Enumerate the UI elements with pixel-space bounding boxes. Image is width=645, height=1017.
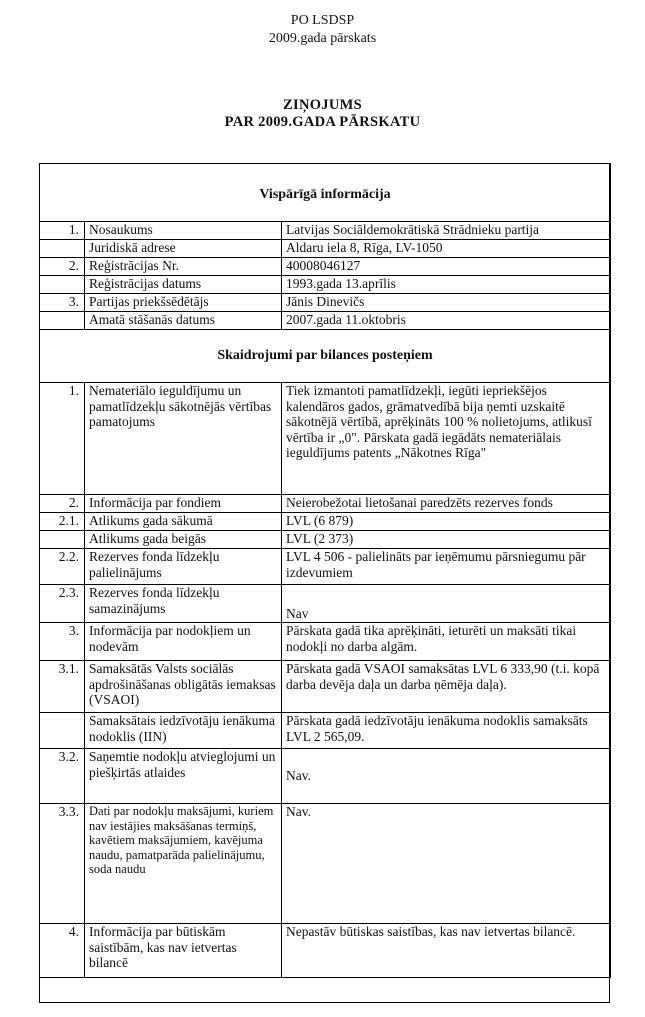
row-label: Partijas priekšsēdētājs	[85, 294, 282, 312]
row-value: 2007.gada 11.oktobris	[282, 312, 611, 330]
table-row	[40, 623, 611, 661]
row-number: 3.3.	[40, 804, 85, 924]
row-label: Juridiskā adrese	[85, 240, 282, 258]
row-value: Aldaru iela 8, Rīga, LV-1050	[282, 240, 611, 258]
row-label: Informācija par būtiskām saistībām, kas nav ietvertas bilancē	[85, 924, 282, 978]
row-number	[40, 276, 85, 294]
row-number: 3.2.	[40, 749, 85, 804]
row-number: 2.2.	[40, 549, 85, 585]
row-value: 1993.gada 13.aprīlis	[282, 276, 611, 294]
table-row	[40, 549, 611, 585]
table-row	[40, 258, 611, 276]
row-number: 1.	[40, 222, 85, 240]
row-value: LVL 4 506 - palielināts par ieņēmumu pārsniegumu pār izdevumiem	[282, 549, 611, 585]
row-label: Rezerves fonda līdzekļu palielinājums	[85, 549, 282, 585]
row-label: Informācija par nodokļiem un nodevām	[85, 623, 282, 661]
row-number: 2.3.	[40, 585, 85, 623]
row-number: 2.1.	[40, 513, 85, 531]
table-row	[40, 495, 611, 513]
row-value: LVL (6 879)	[282, 513, 611, 531]
row-number: 3.	[40, 294, 85, 312]
row-value: Nav.	[282, 749, 611, 804]
table-row	[40, 749, 611, 804]
table-row	[40, 661, 611, 713]
row-value: Neierobežotai lietošanai paredzēts rezerves fonds	[282, 495, 611, 513]
row-label: Reģistrācijas datums	[85, 276, 282, 294]
row-value: Nepastāv būtiskas saistības, kas nav ietvertas bilancē.	[282, 924, 611, 978]
balance-items-heading: Skaidrojumi par bilances posteņiem	[40, 330, 611, 383]
header-line-2: 2009.gada pārskats	[268, 31, 377, 46]
table-row	[40, 585, 611, 623]
row-label: Dati par nodokļu maksājumi, kuriem nav iestājies maksāšanas termiņš, kavētiem maksājumiem, kavējuma naudu, pamatparāda palielinājumu, soda naudu	[85, 804, 282, 924]
report-subtitle: PAR 2009.GADA PĀRSKATU	[224, 114, 421, 130]
row-label: Samaksātais iedzīvotāju ienākuma nodoklis (IIN)	[85, 713, 282, 749]
row-value: Tiek izmantoti pamatlīdzekļi, iegūti iepriekšējos kalendāros gados, grāmatvedībā bija ņemti uzskaitē sākotnējā vērtībā, aprēķināts 100 % nolietojums, atlikusī vērtība ir „0". Pārskata gadā iegādāts nemateriālais ieguldījums patents „Nākotnes Rīga"	[282, 383, 611, 495]
row-value: Latvijas Sociāldemokrātiskā Strādnieku partija	[282, 222, 611, 240]
row-number	[40, 312, 85, 330]
row-number: 3.	[40, 623, 85, 661]
table-row	[40, 531, 611, 549]
report-title: ZIŅOJUMS	[283, 97, 362, 113]
row-label: Reģistrācijas Nr.	[85, 258, 282, 276]
row-number	[40, 713, 85, 749]
row-label: Nemateriālo ieguldījumu un pamatlīdzekļu sākotnējās vērtības pamatojums	[85, 383, 282, 495]
row-number	[40, 240, 85, 258]
row-number: 4.	[40, 924, 85, 978]
header-line-1: PO LSDSP	[290, 13, 355, 28]
table-row	[40, 276, 611, 294]
row-number: 1.	[40, 383, 85, 495]
row-number: 2.	[40, 258, 85, 276]
table-row	[40, 513, 611, 531]
row-label: Atlikums gada sākumā	[85, 513, 282, 531]
row-value: Nav.	[282, 804, 611, 924]
row-label: Samaksātās Valsts sociālās apdrošināšanas obligātās iemaksas (VSAOI)	[85, 661, 282, 713]
row-value: 40008046127	[282, 258, 611, 276]
row-label: Saņemtie nodokļu atvieglojumi un piešķirtās atlaides	[85, 749, 282, 804]
row-label: Rezerves fonda līdzekļu samazinājums	[85, 585, 282, 623]
row-label: Atlikums gada beigās	[85, 531, 282, 549]
table-row	[40, 222, 611, 240]
table-row	[40, 383, 611, 495]
row-value: Pārskata gadā tika aprēķināti, ieturēti un maksāti tikai nodokļi no darba algām.	[282, 623, 611, 661]
row-number: 3.1.	[40, 661, 85, 713]
table-row	[40, 804, 611, 924]
table-row	[40, 312, 611, 330]
table-row	[40, 294, 611, 312]
general-info-heading: Vispārīgā informācija	[40, 164, 611, 222]
row-number	[40, 531, 85, 549]
table-row	[40, 713, 611, 749]
row-label: Amatā stāšanās datums	[85, 312, 282, 330]
row-value: Nav	[282, 585, 611, 623]
table-row	[40, 240, 611, 258]
general-info-table	[39, 163, 611, 978]
table-row	[40, 924, 611, 978]
row-value: LVL (2 373)	[282, 531, 611, 549]
row-value: Pārskata gadā iedzīvotāju ienākuma nodoklis samaksāts LVL 2 565,09.	[282, 713, 611, 749]
row-value: Jānis Dinevičs	[282, 294, 611, 312]
row-number: 2.	[40, 495, 85, 513]
row-value: Pārskata gadā VSAOI samaksātas LVL 6 333,90 (t.i. kopā darba devēja daļa un darba ņēmēja daļa).	[282, 661, 611, 713]
row-label: Informācija par fondiem	[85, 495, 282, 513]
row-label: Nosaukums	[85, 222, 282, 240]
